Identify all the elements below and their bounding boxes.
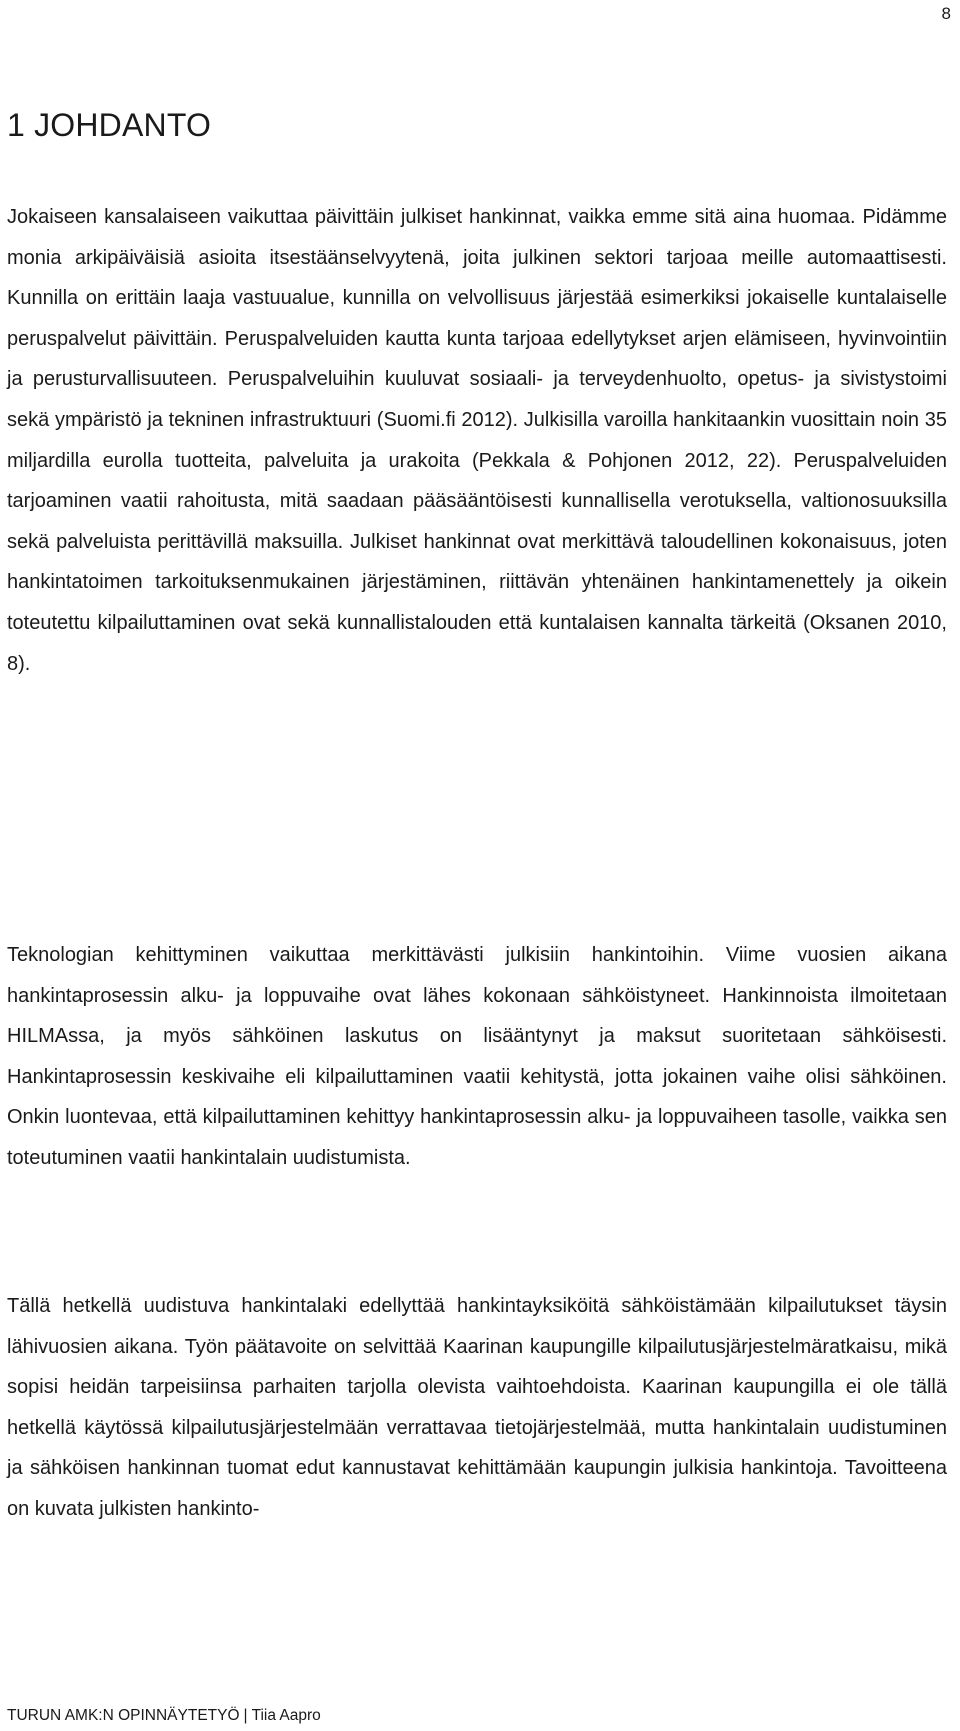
page-number: 8 [941,4,951,23]
chapter-heading: 1 JOHDANTO [7,107,212,143]
footer-separator: | [243,1707,248,1724]
footer-author: Tiia Aapro [251,1707,321,1724]
paragraph-objective: Tällä hetkellä uudistuva hankintalaki edellyttää hankintayksiköitä sähköistämään kilpailutukset täysin lähivuosien aikana. Työn päätavoite on selvittää Kaarinan kaupungille kilpailutusjärjestelmäratkaisu, mikä sopisi heidän tarpeisiinsa parhaiten tarjolla olevista vaihtoehdoista. Kaarinan kaupungilla ei ole tällä hetkellä käytössä kilpailutusjärjestelmään verrattavaa tietojärjestelmää, mutta hankintalain uudistuminen ja sähköisen hankinnan tuomat edut kannustavat kehittämään kaupungin julkisia hankintoja. Tavoitteena on kuvata julkisten hankinto- [7,1295,947,1520]
footer-institution: TURUN AMK:N OPINNÄYTETYÖ [7,1707,240,1724]
page-footer [7,1706,321,1726]
paragraph-introduction: Jokaiseen kansalaiseen vaikuttaa päivittäin julkiset hankinnat, vaikka emme sitä aina huomaa. Pidämme monia arkipäiväisiä asioita itsestäänselvyytenä, joita julkinen sektori tarjoaa meille automaattisesti. Kunnilla on erittäin laaja vastuualue, kunnilla on velvollisuus järjestää esimerkiksi jokaiselle kuntalaiselle peruspalvelut päivittäin. Peruspalveluiden kautta kunta tarjoaa edellytykset arjen elämiseen, hyvinvointiin ja perusturvallisuuteen. Peruspalveluihin kuuluvat sosiaali- ja terveydenhuolto, opetus- ja sivistystoimi sekä ympäristö ja tekninen infrastruktuuri (Suomi.fi 2012). Julkisilla varoilla hankitaankin vuosittain noin 35 miljardilla eurolla tuotteita, palveluita ja urakoita (Pekkala & Pohjonen 2012, 22). Peruspalveluiden tarjoaminen vaatii rahoitusta, mitä saadaan pääsääntöisesti kunnallisella verotuksella, valtionosuuksilla sekä palveluista perittävillä maksuilla. Julkiset hankinnat ovat merkittävä taloudellinen kokonaisuus, joten hankintatoimen tarkoituksenmukainen järjestäminen, riittävän yhtenäinen hankintamenettely ja oikein toteutettu kilpailuttaminen ovat sekä kunnallistalouden että kuntalaisen kannalta tärkeitä (Oksanen 2010, 8). [7,206,947,675]
paragraph-technology: Teknologian kehittyminen vaikuttaa merkittävästi julkisiin hankintoihin. Viime vuosien aikana hankintaprosessin alku- ja loppuvaihe ovat lähes kokonaan sähköistyneet. Hankinnoista ilmoitetaan HILMAssa, ja myös sähköinen laskutus on lisääntynyt ja maksut suoritetaan sähköisesti. Hankintaprosessin keskivaihe eli kilpailuttaminen vaatii kehitystä, jotta jokainen vaihe olisi sähköinen. Onkin luontevaa, että kilpailuttaminen kehittyy hankintaprosessin alku- ja loppuvaiheen tasolle, vaikka sen toteutuminen vaatii hankintalain uudistumista. [7,944,947,1169]
